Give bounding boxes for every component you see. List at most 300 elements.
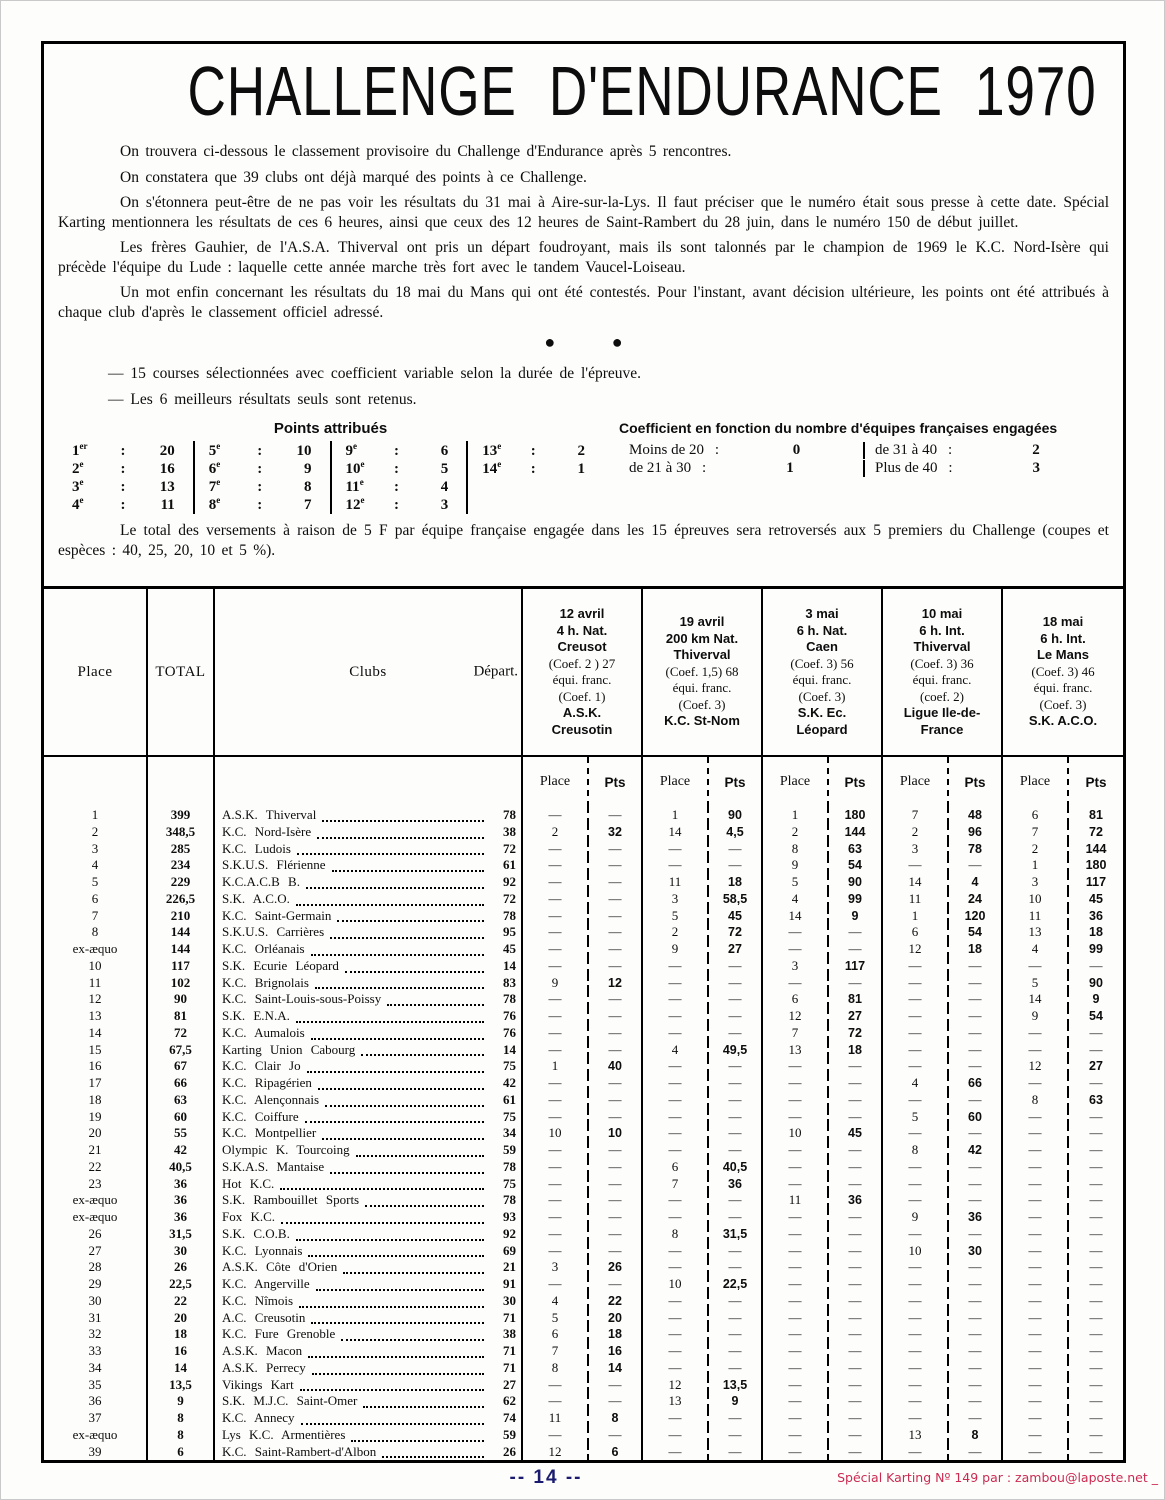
race-place: — bbox=[788, 1108, 802, 1124]
club-name: K.C. Ludois bbox=[222, 840, 291, 856]
race-points: 180 bbox=[1067, 857, 1123, 874]
depart-value: 76 bbox=[503, 1024, 516, 1040]
race-place: — bbox=[788, 1175, 802, 1191]
race-result-cell bbox=[763, 1444, 883, 1461]
race-place: — bbox=[548, 1091, 562, 1107]
race-result-cell bbox=[1003, 1176, 1123, 1193]
race-header bbox=[763, 589, 883, 755]
race-result-cell bbox=[1003, 1326, 1123, 1343]
race-place: 2 bbox=[791, 823, 799, 839]
race-points: — bbox=[587, 941, 641, 958]
dot-leader bbox=[330, 926, 484, 939]
club-cell bbox=[215, 874, 523, 891]
race-header bbox=[523, 589, 643, 755]
race-result-cell bbox=[523, 1125, 643, 1142]
dot-leader bbox=[361, 1043, 484, 1056]
race-place: — bbox=[668, 1024, 682, 1040]
dot-leader bbox=[351, 1429, 484, 1442]
points-colon: : bbox=[257, 479, 263, 495]
points-rank-suffix: e bbox=[216, 441, 221, 451]
depart-value: 78 bbox=[503, 1192, 516, 1208]
race-result-cell bbox=[643, 991, 763, 1008]
rank-cell: 23 bbox=[44, 1176, 148, 1193]
total-cell: 6 bbox=[148, 1444, 215, 1461]
race-header bbox=[643, 589, 763, 755]
race-points: — bbox=[1067, 1310, 1123, 1327]
total-cell: 226,5 bbox=[148, 891, 215, 908]
race-points: — bbox=[587, 1276, 641, 1293]
club-name: K.C. Angerville bbox=[222, 1276, 310, 1292]
race-points: — bbox=[827, 1444, 881, 1461]
club-name: K.C. Lyonnais bbox=[222, 1242, 303, 1258]
points-group bbox=[195, 495, 332, 514]
coefficient-value: 0 bbox=[792, 442, 801, 458]
race-points: — bbox=[1067, 1125, 1123, 1142]
rank-cell: 6 bbox=[44, 891, 148, 908]
race-place: 14 bbox=[908, 874, 922, 889]
race-result-cell bbox=[763, 991, 883, 1008]
race-result-cell bbox=[523, 1008, 643, 1025]
race-points: 18 bbox=[1067, 924, 1123, 941]
race-points: — bbox=[947, 1360, 1001, 1377]
race-place: — bbox=[788, 1242, 802, 1258]
race-place: — bbox=[908, 1309, 922, 1325]
results-table bbox=[44, 586, 1123, 1460]
race-points: 90 bbox=[827, 874, 881, 891]
race-result-cell bbox=[763, 1293, 883, 1310]
race-place: — bbox=[668, 1125, 682, 1141]
race-points: 4,5 bbox=[707, 824, 761, 841]
race-place: — bbox=[668, 857, 682, 873]
race-place: 4 bbox=[671, 1041, 679, 1057]
race-points: — bbox=[587, 1092, 641, 1109]
subheader-place: Place bbox=[899, 774, 931, 789]
club-cell bbox=[215, 1209, 523, 1226]
race-points: 99 bbox=[1067, 941, 1123, 958]
race-points: — bbox=[707, 1259, 761, 1276]
race-subheader bbox=[1003, 757, 1123, 807]
race-result-cell bbox=[523, 1058, 643, 1075]
race-points: — bbox=[827, 975, 881, 992]
points-rank: 3e bbox=[72, 477, 84, 495]
points-colon: : bbox=[394, 443, 399, 459]
race-result-cell bbox=[523, 1326, 643, 1343]
coefficient-group bbox=[865, 460, 1109, 477]
club-name: K.C. Saint-Germain bbox=[222, 907, 332, 923]
points-colon: : bbox=[530, 461, 536, 477]
club-cell bbox=[215, 1427, 523, 1444]
club-name: K.C. Clair Jo bbox=[222, 1058, 301, 1074]
race-place: — bbox=[788, 1326, 802, 1342]
race-result-cell bbox=[883, 1008, 1003, 1025]
race-points: — bbox=[587, 1377, 641, 1394]
race-result-cell bbox=[883, 1109, 1003, 1126]
race-result-cell bbox=[643, 1293, 763, 1310]
depart-value: 30 bbox=[503, 1292, 516, 1308]
race-result-cell bbox=[643, 924, 763, 941]
race-place: 12 bbox=[668, 1376, 682, 1392]
race-points: — bbox=[1067, 1109, 1123, 1126]
race-place: — bbox=[1028, 1326, 1042, 1342]
race-points: — bbox=[707, 975, 761, 992]
race-result-cell bbox=[1003, 1410, 1123, 1427]
club-name: K.C. Coiffure bbox=[222, 1108, 299, 1124]
club-cell bbox=[215, 841, 523, 858]
race-result-cell bbox=[523, 1176, 643, 1193]
rank-cell: 27 bbox=[44, 1243, 148, 1260]
race-place: — bbox=[788, 1158, 802, 1174]
points-group bbox=[195, 441, 332, 460]
points-row bbox=[58, 459, 603, 477]
dot-leader bbox=[345, 960, 484, 973]
club-cell bbox=[215, 1293, 523, 1310]
race-points: 96 bbox=[947, 824, 1001, 841]
race-points: 22 bbox=[587, 1293, 641, 1310]
race-result-cell bbox=[643, 1209, 763, 1226]
dot-leader bbox=[365, 1194, 484, 1207]
race-points: — bbox=[1067, 1259, 1123, 1276]
race-result-cell bbox=[1003, 1310, 1123, 1327]
points-value: 7 bbox=[304, 497, 312, 513]
race-points: — bbox=[587, 1042, 641, 1059]
depart-value: 78 bbox=[503, 1158, 516, 1174]
race-result-cell bbox=[643, 1343, 763, 1360]
race-place: 3 bbox=[551, 1259, 559, 1275]
race-result-cell bbox=[763, 1008, 883, 1025]
race-place: — bbox=[668, 1108, 682, 1124]
depart-value: 78 bbox=[503, 991, 516, 1007]
points-rank: 2e bbox=[72, 459, 84, 477]
dot-leader bbox=[343, 1261, 484, 1274]
race-result-cell bbox=[883, 824, 1003, 841]
depart-value: 92 bbox=[503, 1225, 516, 1241]
race-points: 20 bbox=[587, 1310, 641, 1327]
rank-cell: 33 bbox=[44, 1343, 148, 1360]
coefficient-colon: : bbox=[948, 460, 953, 476]
club-cell bbox=[215, 891, 523, 908]
race-result-cell bbox=[643, 1159, 763, 1176]
race-place: 2 bbox=[551, 823, 559, 839]
race-points: — bbox=[947, 1192, 1001, 1209]
race-points: — bbox=[947, 1226, 1001, 1243]
race-result-cell bbox=[1003, 1360, 1123, 1377]
race-result-cell bbox=[763, 1109, 883, 1126]
points-value: 5 bbox=[440, 461, 449, 477]
race-result-cell bbox=[643, 1125, 763, 1142]
race-subheader bbox=[883, 757, 1003, 807]
race-header-line: 10 mai bbox=[921, 606, 963, 621]
race-points: — bbox=[587, 1243, 641, 1260]
race-place: 1 bbox=[791, 807, 799, 822]
points-group bbox=[332, 495, 469, 514]
club-name: Fox K.C. bbox=[222, 1209, 276, 1225]
race-result-cell bbox=[1003, 891, 1123, 908]
club-cell bbox=[215, 1109, 523, 1126]
points-rank: 9e bbox=[345, 441, 357, 459]
race-place: — bbox=[548, 991, 562, 1007]
race-points: 90 bbox=[1067, 975, 1123, 992]
race-points: 117 bbox=[1067, 874, 1123, 891]
race-points: — bbox=[947, 991, 1001, 1008]
race-header-line: 6 h. Int. bbox=[1040, 630, 1086, 646]
race-points: — bbox=[587, 1025, 641, 1042]
race-place: 6 bbox=[911, 924, 919, 940]
race-points: 18 bbox=[827, 1042, 881, 1059]
total-cell: 63 bbox=[148, 1092, 215, 1109]
dot-leader bbox=[363, 1395, 484, 1408]
race-place: — bbox=[1028, 1142, 1042, 1157]
race-place: — bbox=[548, 957, 562, 973]
race-place: — bbox=[788, 1359, 802, 1375]
race-result-cell bbox=[763, 908, 883, 925]
club-name: A.S.K. Côte d'Orien bbox=[222, 1259, 338, 1275]
club-name: K.C. Saint-Louis-sous-Poissy bbox=[222, 991, 382, 1007]
depart-value: 93 bbox=[503, 1209, 516, 1225]
club-name: K.C. Brignolais bbox=[222, 974, 309, 990]
race-points: — bbox=[1067, 1343, 1123, 1360]
points-group bbox=[332, 459, 469, 478]
race-header-line: Creusot bbox=[557, 639, 607, 654]
race-points: — bbox=[947, 1393, 1001, 1410]
club-name: S.K. Rambouillet Sports bbox=[222, 1192, 360, 1208]
race-result-cell bbox=[763, 1243, 883, 1260]
points-rank-suffix: e bbox=[360, 459, 365, 469]
table-row bbox=[44, 1427, 1123, 1444]
race-result-cell bbox=[883, 1042, 1003, 1059]
race-place: 12 bbox=[908, 941, 922, 956]
points-rank: 12e bbox=[345, 495, 365, 513]
race-place: 12 bbox=[1028, 1058, 1042, 1074]
race-result-cell bbox=[763, 1259, 883, 1276]
race-place: 7 bbox=[671, 1175, 679, 1191]
race-result-cell bbox=[523, 1209, 643, 1226]
rules-list bbox=[108, 363, 1123, 410]
race-points: 27 bbox=[707, 941, 761, 958]
race-points: — bbox=[1067, 1159, 1123, 1176]
total-cell: 55 bbox=[148, 1125, 215, 1142]
race-result-cell bbox=[1003, 1025, 1123, 1042]
race-result-cell bbox=[523, 824, 643, 841]
table-row bbox=[44, 1276, 1123, 1293]
race-place: 8 bbox=[1031, 1091, 1039, 1107]
total-cell: 102 bbox=[148, 975, 215, 992]
race-points: 31,5 bbox=[707, 1226, 761, 1243]
total-cell: 42 bbox=[148, 1142, 215, 1159]
points-group bbox=[468, 441, 603, 460]
race-place: — bbox=[1028, 1443, 1042, 1459]
dot-leader bbox=[280, 1177, 484, 1190]
race-points: — bbox=[707, 1025, 761, 1042]
race-result-cell bbox=[1003, 1393, 1123, 1410]
subheader-empty bbox=[44, 757, 148, 807]
race-result-cell bbox=[1003, 924, 1123, 941]
race-result-cell bbox=[523, 1259, 643, 1276]
dot-leader bbox=[337, 909, 484, 922]
race-points: 48 bbox=[947, 807, 1001, 824]
coefficient-group bbox=[865, 442, 1109, 459]
dot-leader bbox=[316, 1278, 484, 1291]
subheader-pts: Pts bbox=[827, 757, 881, 807]
club-cell bbox=[215, 991, 523, 1008]
race-points: 42 bbox=[947, 1142, 1001, 1159]
race-place: 2 bbox=[671, 924, 679, 940]
dot-leader bbox=[311, 943, 484, 956]
club-name: K.C.A.C.B B. bbox=[222, 874, 300, 890]
table-row bbox=[44, 1444, 1123, 1461]
dot-leader bbox=[312, 1362, 484, 1375]
points-rank-suffix: e bbox=[497, 441, 502, 451]
race-header-line: 19 avril bbox=[679, 614, 725, 630]
table-row bbox=[44, 1058, 1123, 1075]
dot-leader bbox=[332, 859, 484, 872]
table-row bbox=[44, 958, 1123, 975]
race-points: — bbox=[707, 1310, 761, 1327]
coefficient-colon: : bbox=[714, 442, 720, 458]
race-place: — bbox=[548, 1242, 562, 1258]
subheader-pts: Pts bbox=[1067, 757, 1123, 807]
race-points: 63 bbox=[827, 841, 881, 858]
race-points: — bbox=[587, 857, 641, 874]
race-place: — bbox=[788, 1058, 802, 1074]
header-place: Place bbox=[44, 589, 148, 755]
table-row bbox=[44, 1125, 1123, 1142]
rank-cell: ex-æquo bbox=[44, 1427, 148, 1444]
total-cell: 36 bbox=[148, 1209, 215, 1226]
rank-cell: 5 bbox=[44, 874, 148, 891]
race-header-line: 200 km Nat. bbox=[665, 630, 739, 646]
race-place: — bbox=[908, 1276, 922, 1291]
race-points: — bbox=[947, 1444, 1001, 1461]
separator-dots: ● ● bbox=[544, 332, 649, 352]
race-place: — bbox=[1028, 1276, 1042, 1291]
race-place: 5 bbox=[671, 907, 679, 923]
race-points: — bbox=[827, 1075, 881, 1092]
race-result-cell bbox=[883, 1226, 1003, 1243]
points-group bbox=[58, 495, 195, 514]
race-place: 13 bbox=[668, 1393, 682, 1409]
header-clubs: Clubs Départ. bbox=[215, 589, 523, 755]
club-name: S.K. M.J.C. Saint-Omer bbox=[222, 1393, 358, 1409]
dot-leader bbox=[297, 842, 484, 855]
race-points: — bbox=[827, 1209, 881, 1226]
race-points: — bbox=[947, 1276, 1001, 1293]
race-result-cell bbox=[643, 1259, 763, 1276]
race-place: — bbox=[788, 1309, 802, 1325]
race-points: — bbox=[827, 1226, 881, 1243]
race-result-cell bbox=[883, 807, 1003, 824]
race-points: — bbox=[587, 874, 641, 891]
race-result-cell bbox=[643, 1176, 763, 1193]
total-cell: 26 bbox=[148, 1259, 215, 1276]
race-points: 72 bbox=[1067, 824, 1123, 841]
rank-cell: 37 bbox=[44, 1410, 148, 1427]
coef-rows bbox=[619, 442, 1109, 478]
table-row bbox=[44, 941, 1123, 958]
dot-leader bbox=[356, 1144, 484, 1157]
race-place: — bbox=[548, 1209, 562, 1224]
club-cell bbox=[215, 1008, 523, 1025]
race-place: — bbox=[548, 1024, 562, 1040]
race-result-cell bbox=[643, 1025, 763, 1042]
race-points: — bbox=[707, 991, 761, 1008]
subheader-place: Place bbox=[779, 774, 811, 789]
race-result-cell bbox=[1003, 1243, 1123, 1260]
rank-cell: 8 bbox=[44, 924, 148, 941]
race-points: — bbox=[587, 1159, 641, 1176]
scoring-section bbox=[44, 420, 1123, 513]
race-place: 7 bbox=[1031, 823, 1039, 839]
race-points: — bbox=[947, 1293, 1001, 1310]
race-place: 6 bbox=[1031, 807, 1039, 822]
dot-leader bbox=[322, 1127, 484, 1140]
points-rows bbox=[58, 441, 603, 513]
race-result-cell bbox=[883, 1360, 1003, 1377]
race-header-line: A.S.K. bbox=[562, 705, 602, 720]
race-result-cell bbox=[643, 1326, 763, 1343]
race-place: — bbox=[668, 1326, 682, 1342]
points-rank: 5e bbox=[208, 441, 221, 459]
subheader-empty bbox=[215, 757, 523, 807]
rank-cell: 31 bbox=[44, 1310, 148, 1327]
race-place: 1 bbox=[671, 807, 679, 822]
race-place: 12 bbox=[548, 1443, 562, 1459]
points-rank-suffix: e bbox=[359, 477, 364, 487]
club-name: A.S.K. Thiverval bbox=[222, 807, 317, 823]
club-cell bbox=[215, 1310, 523, 1327]
race-points: 6 bbox=[587, 1444, 641, 1461]
race-points: — bbox=[587, 958, 641, 975]
race-result-cell bbox=[1003, 958, 1123, 975]
club-cell bbox=[215, 1259, 523, 1276]
race-points: — bbox=[827, 1326, 881, 1343]
race-place: 9 bbox=[671, 941, 679, 956]
race-place: — bbox=[548, 1041, 562, 1057]
total-cell: 36 bbox=[148, 1176, 215, 1193]
points-rank: 4e bbox=[72, 495, 84, 513]
race-result-cell bbox=[523, 958, 643, 975]
depart-value: 72 bbox=[503, 890, 516, 906]
race-place: — bbox=[1028, 1175, 1042, 1191]
race-points: 60 bbox=[947, 1109, 1001, 1126]
race-result-cell bbox=[763, 1159, 883, 1176]
dot-leader bbox=[330, 1161, 484, 1174]
race-points: 36 bbox=[947, 1209, 1001, 1226]
race-place: — bbox=[668, 840, 682, 856]
race-result-cell bbox=[763, 1310, 883, 1327]
dot-leader bbox=[296, 1010, 484, 1023]
race-points: — bbox=[587, 908, 641, 925]
intro-paragraph: On trouvera ci-dessous le classement provisoire du Challenge d'Endurance après 5 rencontres. bbox=[120, 143, 732, 160]
race-points: — bbox=[827, 1259, 881, 1276]
total-cell: 210 bbox=[148, 908, 215, 925]
race-points: 24 bbox=[947, 891, 1001, 908]
race-result-cell bbox=[1003, 1343, 1123, 1360]
race-place: 7 bbox=[551, 1343, 559, 1358]
club-cell bbox=[215, 1226, 523, 1243]
table-row bbox=[44, 1310, 1123, 1327]
rank-cell: ex-æquo bbox=[44, 1192, 148, 1209]
race-result-cell bbox=[523, 1377, 643, 1394]
race-place: 10 bbox=[788, 1125, 802, 1141]
rank-cell: 12 bbox=[44, 991, 148, 1008]
coefficient-group bbox=[619, 442, 865, 459]
race-place: 11 bbox=[1028, 907, 1042, 923]
race-place: — bbox=[908, 1192, 922, 1208]
race-place: 7 bbox=[911, 807, 919, 822]
table-row bbox=[44, 841, 1123, 858]
race-points: 117 bbox=[827, 958, 881, 975]
race-result-cell bbox=[523, 1226, 643, 1243]
